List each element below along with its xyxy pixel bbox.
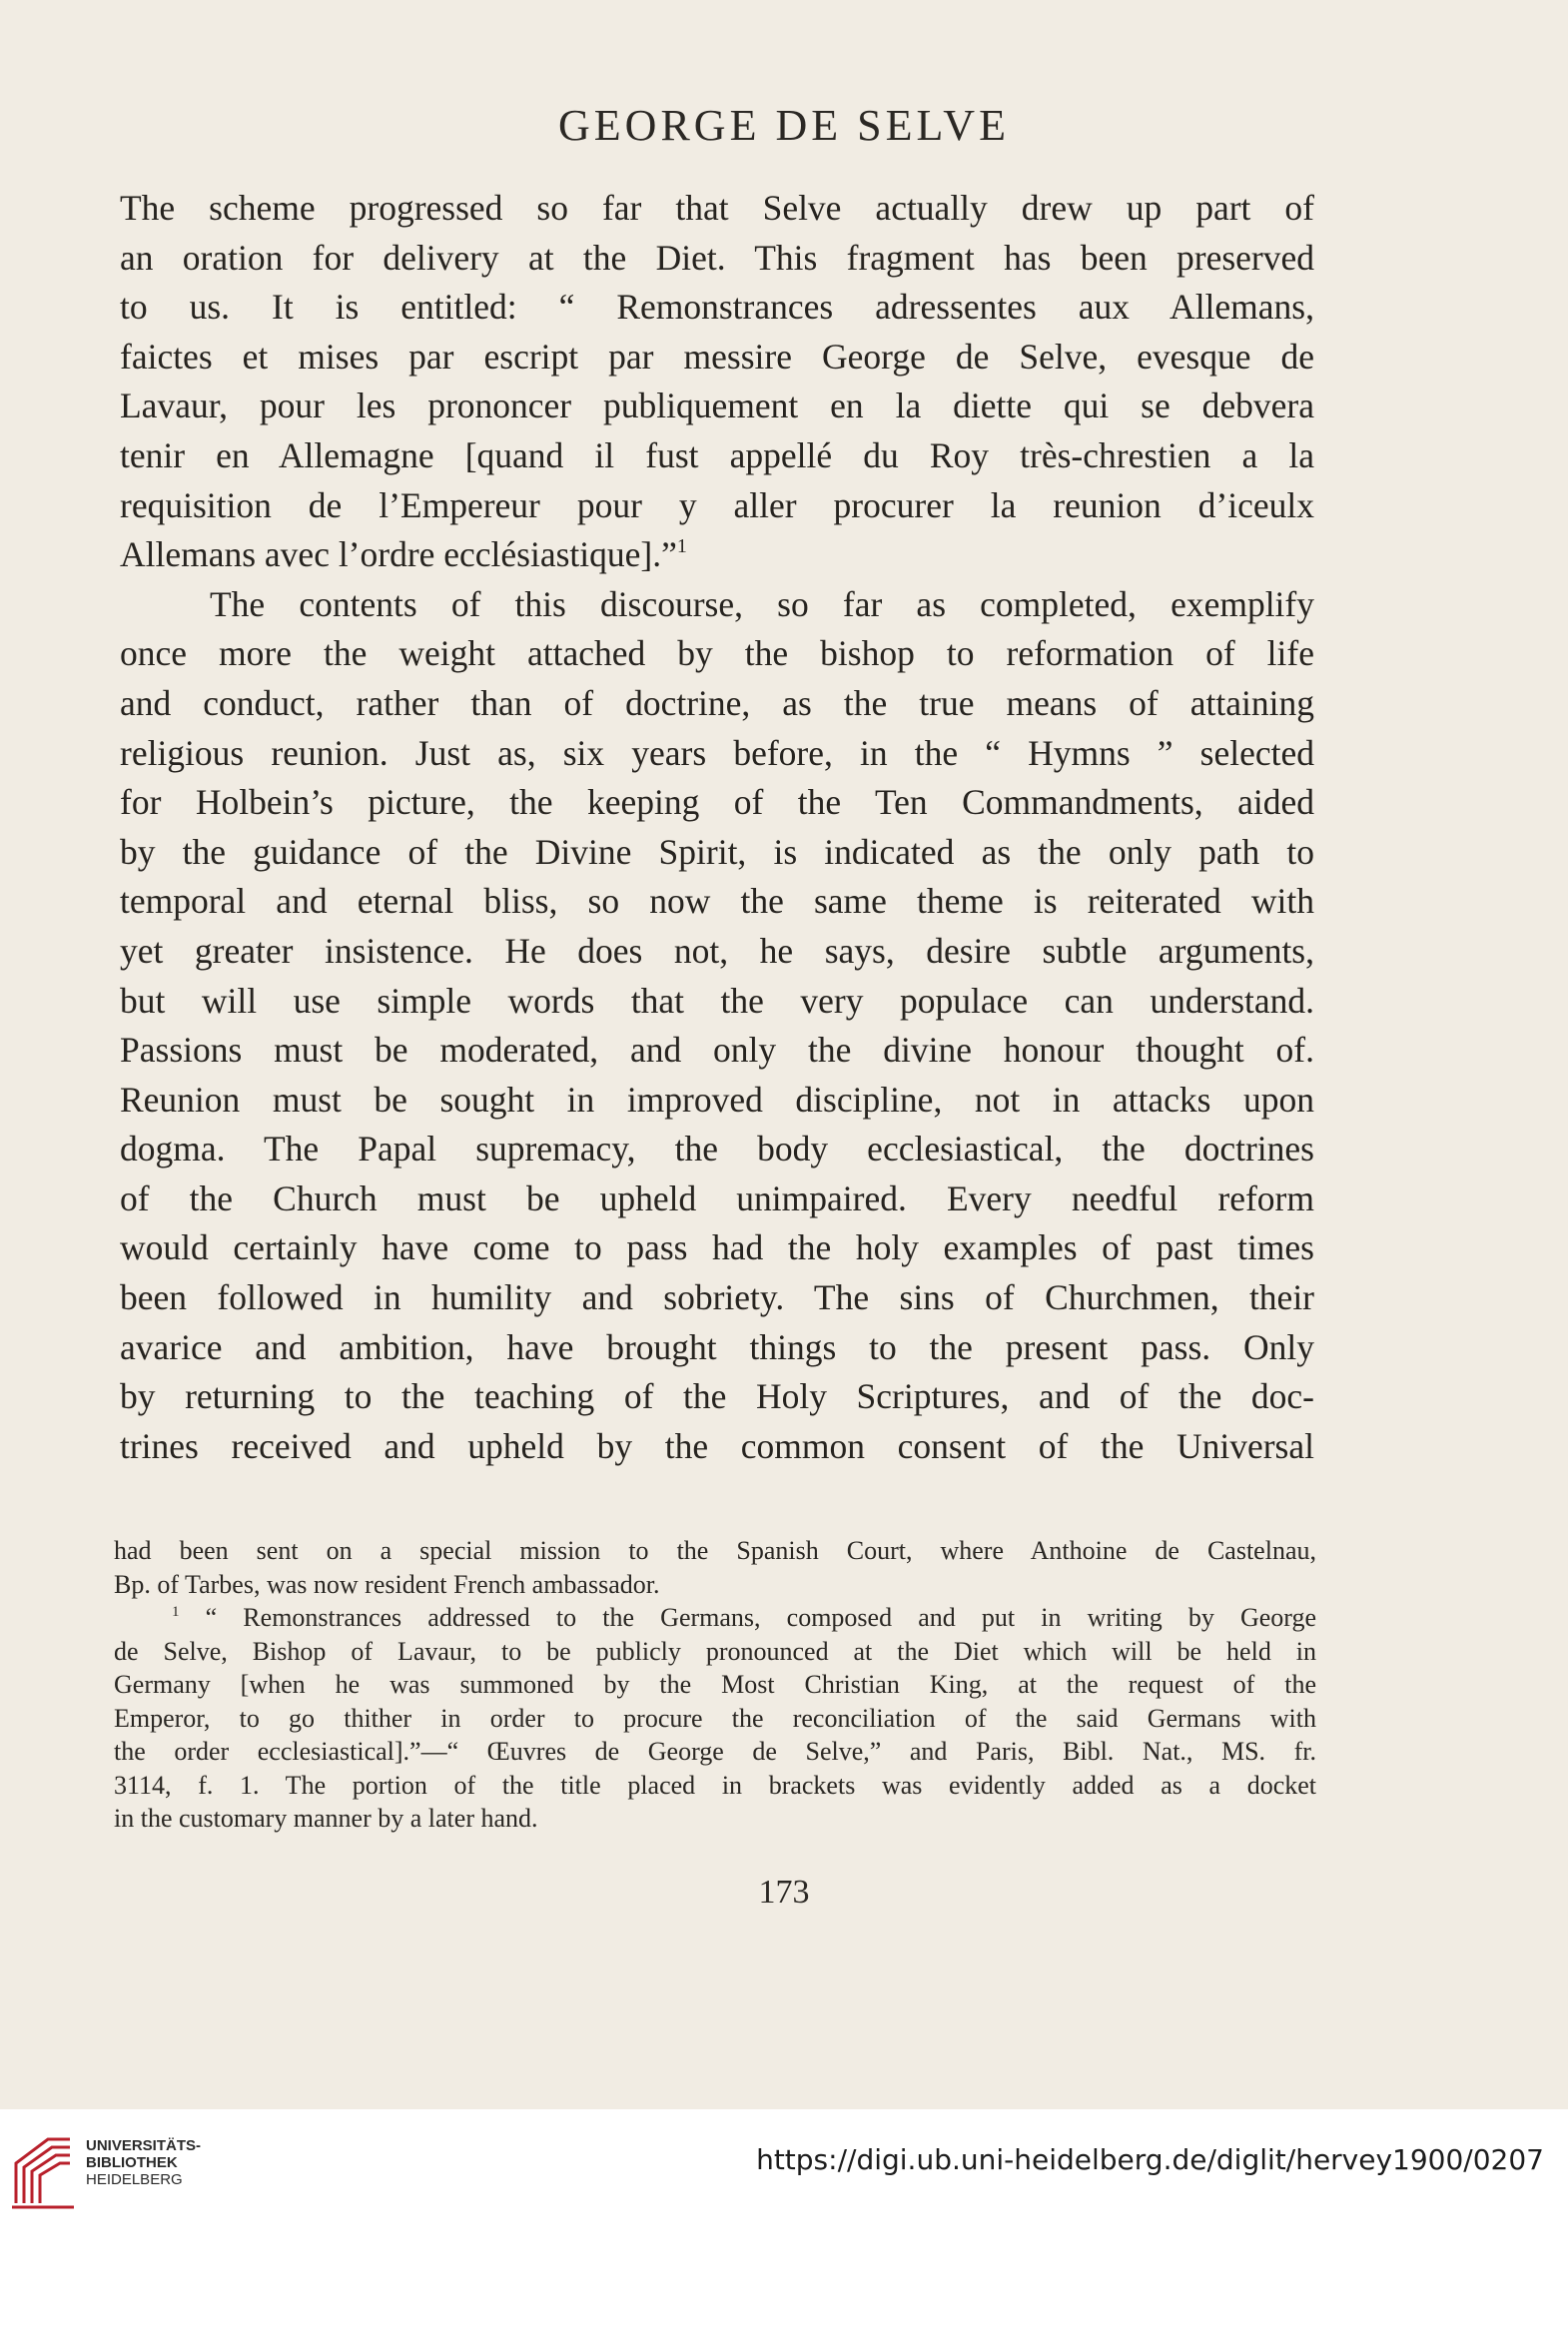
logo-line: HEIDELBERG [86,2171,183,2188]
body-text [120,184,1314,1471]
body-line: avarice and ambition, have brought things to the present pass. Only [120,1326,1314,1367]
body-line: for Holbein’s picture, the keeping of the Ten Commandments, aided [120,782,1314,823]
logo-line: BIBLIOTHEK [86,2154,178,2171]
body-line: yet greater insistence. He does not, he says, desire subtle arguments, [120,930,1314,971]
body-line: trines received and upheld by the common consent of the Universal [120,1425,1314,1466]
footnote-line: had been sent on a special mission to the Spanish Court, where Anthoine de Castelnau, [114,1536,1316,1565]
library-logo-icon[interactable] [8,2133,78,2211]
body-line: an oration for delivery at the Diet. This fragment has been preserved [120,237,1314,278]
footnote-line [114,1601,1316,1635]
body-line: and conduct, rather than of doctrine, as the true means of attaining [120,682,1314,723]
body-line [120,530,1314,580]
library-logo-text [86,2137,201,2188]
footnote-reference: 1 [676,535,687,558]
page-number: 173 [758,1874,810,1911]
permalink-url[interactable]: https://digi.ub.uni-heidelberg.de/diglit/hervey1900/0207 [756,2143,1544,2176]
body-line: to us. It is entitled: “ Remonstrances adressentes aux Allemans, [120,287,1314,328]
body-line: Reunion must be sought in improved discipline, not in attacks upon [120,1079,1314,1120]
body-line: requisition de l’Empereur pour y aller procurer la reunion d’iceulx [120,484,1314,525]
body-line: of the Church must be upheld unimpaired. Every needful reform [120,1177,1314,1218]
footnote-line: Emperor, to go thither in order to procure the reconciliation of the said Germans with [114,1703,1316,1733]
running-title: GEORGE DE SELVE [558,101,1010,150]
footnote-line: de Selve, Bishop of Lavaur, to be publicly pronounced at the Diet which will be held in [114,1636,1316,1666]
body-line: The scheme progressed so far that Selve actually drew up part of [120,188,1314,228]
body-line: faictes et mises par escript par messire George de Selve, evesque de [120,336,1314,377]
footnotes [114,1534,1316,1836]
footnote-line: Germany [when he was summoned by the Most Christian King, at the request of the [114,1670,1316,1699]
footnote-number: 1 [172,1604,180,1620]
body-line-text: Allemans avec l’ordre ecclésiastique].” [120,534,677,575]
footnote-line: the order ecclesiastical].”—“ Œuvres de George de Selve,” and Paris, Bibl. Nat., MS. fr. [114,1737,1316,1766]
body-line: but will use simple words that the very populace can understand. [120,980,1314,1021]
body-line: religious reunion. Just as, six years before, in the “ Hymns ” selected [120,732,1314,773]
body-line: once more the weight attached by the bishop to reformation of life [120,633,1314,674]
footnote-line: 3114, f. 1. The portion of the title placed in brackets was evidently added as a docket [114,1770,1316,1800]
footnote-line: in the customary manner by a later hand. [114,1804,538,1833]
body-line: dogma. The Papal supremacy, the body ecclesiastical, the doctrines [120,1129,1314,1170]
body-line: would certainly have come to pass had the holy examples of past times [120,1227,1314,1268]
body-line: tenir en Allemagne [quand il fust appellé du Roy très-chrestien a la [120,434,1314,475]
body-line: temporal and eternal bliss, so now the same theme is reiterated with [120,881,1314,922]
body-line: by the guidance of the Divine Spirit, is indicated as the only path to [120,831,1314,872]
body-line: The contents of this discourse, so far as completed, exemplify [210,583,1314,624]
body-line: been followed in humility and sobriety. The sins of Churchmen, their [120,1277,1314,1318]
body-line: Lavaur, pour les prononcer publiquement en la diette qui se debvera [120,386,1314,426]
body-line: Passions must be moderated, and only the divine honour thought of. [120,1030,1314,1071]
logo-line: UNIVERSITÄTS- [86,2137,202,2154]
body-line: by returning to the teaching of the Holy Scriptures, and of the doc- [120,1376,1314,1417]
footnote-line-text: “ Remonstrances addressed to the Germans, composed and put in writing by George [205,1603,1317,1632]
footnote-line: Bp. of Tarbes, was now resident French ambassador. [114,1569,660,1599]
